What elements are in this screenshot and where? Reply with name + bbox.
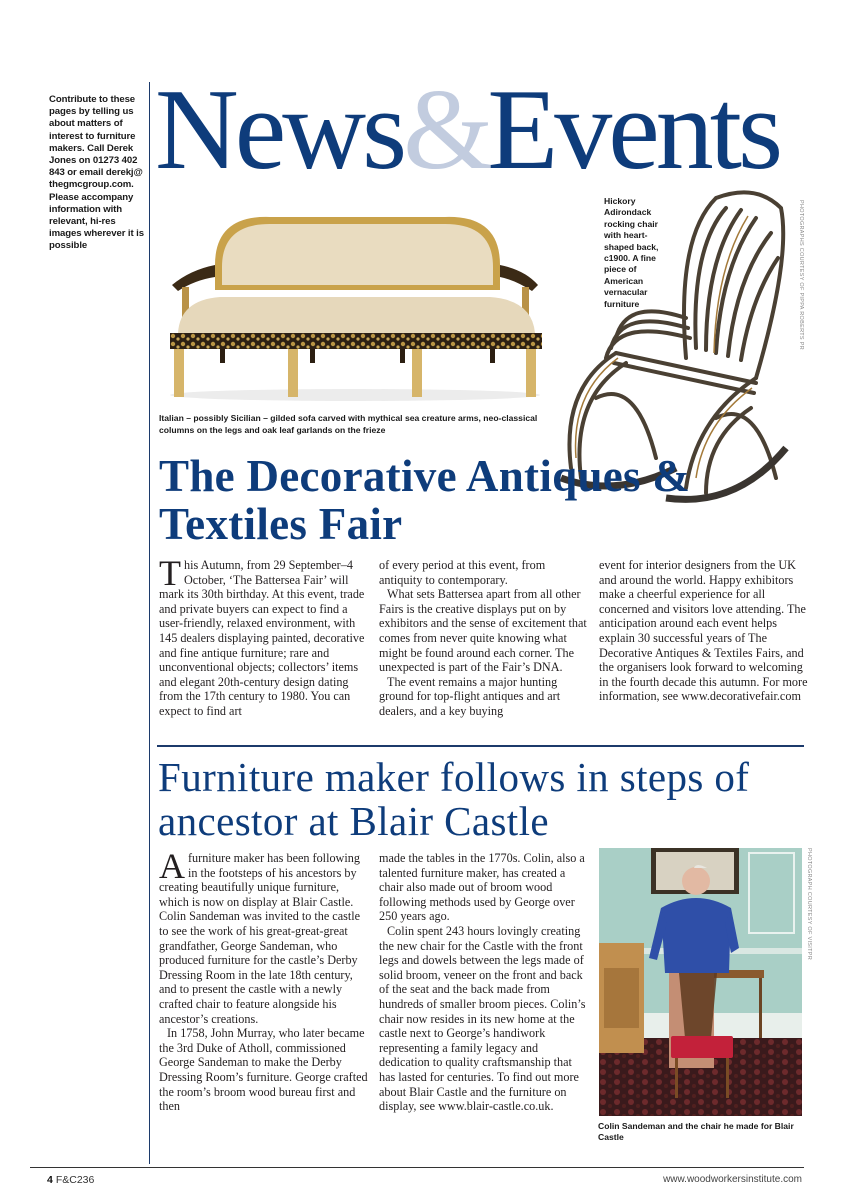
- article2-column-1: [159, 846, 371, 1114]
- masthead-news: News: [155, 66, 404, 194]
- folio: [47, 1174, 94, 1186]
- drop-cap: A: [159, 846, 185, 886]
- section-divider: [157, 745, 804, 747]
- drop-cap: T: [159, 553, 181, 593]
- sofa-image: [160, 205, 550, 405]
- page-number: 4: [47, 1174, 53, 1186]
- article1-paragraph: event for interior designers from the UK and around the world. Happy exhibitors make a cheerful experience for all concerned and visitors love attending. The anticipation around each event helps explain 30 successful years of The Decorative Antiques & Textiles Fairs, and the organisers look forward to welcoming in the fourth decade this autumn. For more information, see www.decorativefair.com: [599, 558, 808, 704]
- headline-blair-castle: Furniture maker follows in steps of ancestor at Blair Castle: [158, 754, 750, 844]
- article2-column-2: [379, 851, 591, 1114]
- colin-sandeman-photo: [599, 848, 802, 1116]
- footer-website: www.woodworkersinstitute.com: [663, 1174, 802, 1185]
- photo-credit-rocker: PHOTOGRAPHS COURTESY OF PIPPA ROBERTS PR: [798, 200, 804, 350]
- issue-number: F&C236: [55, 1174, 95, 1186]
- article1-paragraph: What sets Battersea apart from all other Fairs is the creative displays put on by exhibitors and the sense of excitement that comes from never quite knowing what might be found around each corner. The unexpected is part of the Fair’s DNA.: [379, 587, 587, 675]
- article2-paragraph: In 1758, John Murray, who later became the 3rd Duke of Atholl, commissioned George Sandeman to make the Derby Dressing Room’s furniture. George crafted the room’s broom wood bureau first and then: [159, 1026, 368, 1114]
- sofa-caption: Italian – possibly Sicilian – gilded sofa carved with mythical sea creature arms, neo-classical columns on the legs and oak leaf garlands on the frieze: [159, 413, 538, 435]
- article1-paragraph: of every period at this event, from antiquity to contemporary.: [379, 558, 546, 587]
- masthead-ampersand: &: [403, 66, 488, 194]
- article1-column-1: [159, 553, 371, 719]
- photo-credit-blair: PHOTOGRAPH COURTESY OF VISITPR: [806, 848, 812, 960]
- blair-photo-caption: Colin Sandeman and the chair he made for Blair Castle: [598, 1121, 794, 1143]
- contribute-note: Contribute to these pages by telling us about matters of interest to furniture makers. Call Derek Jones on 01273 402 843 or email derekj@ thegmcgroup.com. Please accompany information with relevant, hi-res images wherever it is possible: [49, 94, 144, 252]
- article2-paragraph: furniture maker has been following in the footsteps of his ancestors by creating beautifully unique furniture, which is now on display at Blair Castle. Colin Sandeman was invited to the castle to see the work of his great-great-great grandfather, George Sandeman, who produced furniture for the castle’s Derby Dressing Room in the late 18th century, and to present the castle with a newly crafted chair to feature alongside his ancestor’s creations.: [159, 851, 361, 1026]
- article1-paragraph: his Autumn, from 29 September–4 October, ‘The Battersea Fair’ will mark its 30th birthday. At this event, trade and private buyers can expect to find a user-friendly, relaxed environment, with 145 dealers displaying painted, decorative and fine antique furniture; rare and unconventional objects; collectors’ items and elegant 20th-century design dating from the 17th century to 1980. You can expect to find art: [159, 558, 365, 718]
- headline-decorative-fair: The Decorative Antiques & Textiles Fair: [159, 451, 691, 549]
- article2-paragraph: made the tables in the 1770s. Colin, also a talented furniture maker, has created a chair also made out of broom wood following methods used by George over 250 years ago.: [379, 851, 585, 924]
- article1-paragraph: The event remains a major hunting ground for top-flight antiques and art dealers, and a key buying: [379, 674, 561, 718]
- vertical-divider: [149, 82, 150, 1164]
- rocking-chair-caption: Hickory Adirondack rocking chair with heart-shaped back, c1900. A fine piece of American vernacular furniture: [604, 196, 659, 309]
- article1-column-3: [599, 558, 809, 704]
- masthead-events: Events: [487, 66, 780, 194]
- article1-column-2: [379, 558, 591, 719]
- section-masthead: [155, 66, 780, 194]
- article2-paragraph: Colin spent 243 hours lovingly creating the new chair for the Castle with the front legs and dowels between the legs made of solid broom, veneer on the front and back of the seat and the back made from hundreds of smaller broom pieces. Colin’s chair now resides in its new home at the castle next to George’s handiwork representing a family legacy and dedication to quality craftsmanship that has lasted for centuries. To find out more about Blair Castle and the furniture on display, see www.blair-castle.co.uk.: [379, 923, 586, 1114]
- footer-divider: [30, 1167, 804, 1168]
